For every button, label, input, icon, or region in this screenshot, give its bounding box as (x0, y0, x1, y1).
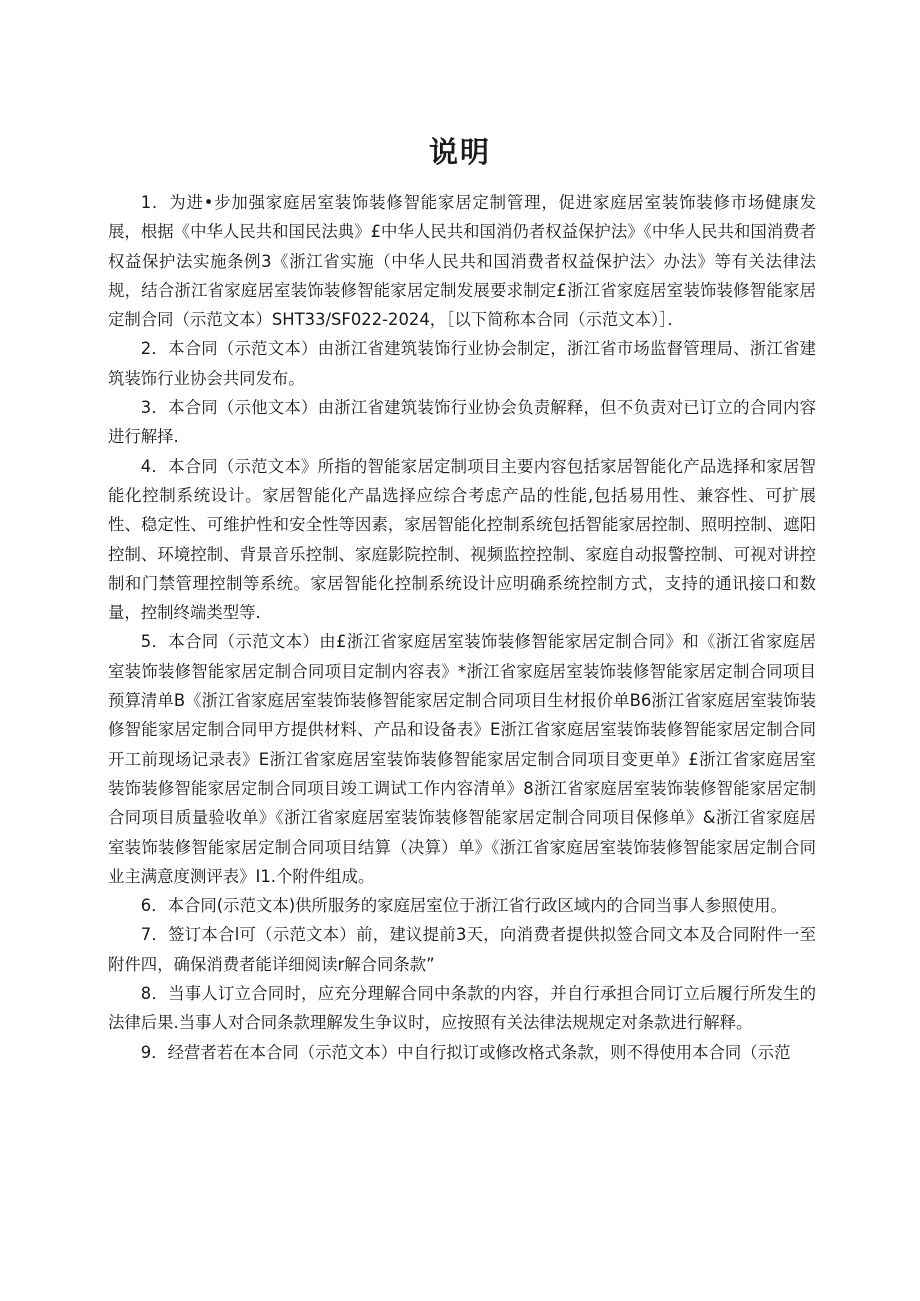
paragraph-4: 4．本合同（示范文本》所指的智能家居定制项目主要内容包括家居智能化产品选择和家居智能化控制系统设计。家居智能化产晶选择应综合考虑产品的性能,包括易用性、兼容性、可扩展性、稳定性、可维护性和安全性等因素，家居智能化控制系统包括智能家居控制、照明控制、遮阳控制、环境控制、背景音乐控制、家庭影院控制、视频监控控制、家庭自动报警控制、可视对讲控制和门禁管理控制等系统。家居智能化控制系统设计应明确系统控制方式，支持的通讯接口和数量，控制终端类型等. (108, 456, 816, 623)
page-title: 说明 (428, 135, 491, 169)
paragraph-6: 6．本合同(示范文本)供所服务的家庭居室位于浙江省行政区域内的合同当事人参照使用。 (140, 896, 787, 916)
paragraph-1: 1．为进•步加强家庭居室装饰装修智能家居定制管理，促进家庭居室装饰装修市场健康发展，根据《中华人民共和国民法典》£中华人民共和国消仍者权益保护法》《中华人民共和国消费者权益保护法实施条例3《浙江省实施（中华人民共和国消费者权益保护法〉办法》等有关法律法规，结合浙江省家庭居室装饰装修智能家居定制发展要求制定£浙江省家庭居室装饰装修智能家居定制合同（示范文本）SHT33/SF022-2024，［以下简称本合同（示范文本）］． (108, 193, 816, 330)
paragraph-5: 5．本合同（示范文本）由£浙江省家庭居室装饰装修智能家居定制合同》和《浙江省家庭居室装饰装修智能家居定制合同项目定制内容表》*浙江省家庭居室装饰装修智能家居定制合同项目预算清单B《浙江省家庭居室装饰装修智能家居定制合同项目生材报价单B6浙江省家庭居室装饰装修智能家居定制合同甲方提供材料、产品和设备表》E浙江省家庭居室装饰装修智能家居定制合同开工前现场记录表》E浙江省家庭居室装饰装修智能家居定制合同项目变更单》£浙江省家庭居室装饰装修智能家居定制合同项目竣工调试工作内容清单》8浙江省家庭居室装饰装修智能家居定制合同项目质量验收单》《浙江省家庭居室装饰装修智能家居定制合同项目保修单》&浙江省家庭居室装饰装修智能家居定制合同项目结算（决算）单》《浙江省家庭居室装饰装修智能家居定制合同业主满意度测评表》I1.个附件组成。 (108, 632, 816, 886)
paragraph-2: 2．本合同（示范文本）由浙江省建筑装饰行业协会制定，浙江省市场监督管理局、浙江省建筑装饰行业协会共同发布。 (108, 339, 816, 388)
paragraph-3: 3．本合同（示他文本）由浙江省建筑装饰行业协会负责解释，但不负责对已订立的合同内容进行解择. (108, 398, 816, 447)
paragraph-7: 7．签订本合l可（示范文本）前，建议提前3天，向消费者提供拟签合同文本及合同附件一至附件四，确保消费者能详细阅读r解合同条款” (108, 925, 816, 974)
document-body (108, 188, 816, 1067)
paragraph-8: 8．当事人订立合同时，应充分理解合同中条款的内容，并自行承担合同订立后履行所发生的法律后果.当事人对合同条款理解发生争议时，应按照有关法律法规规定对条款进行解释。 (108, 984, 816, 1033)
paragraph-9: 9．经营者若在本合同（示范文本）中自行拟订或修改格式条款，则不得使用本合同（示范 (140, 1042, 791, 1062)
